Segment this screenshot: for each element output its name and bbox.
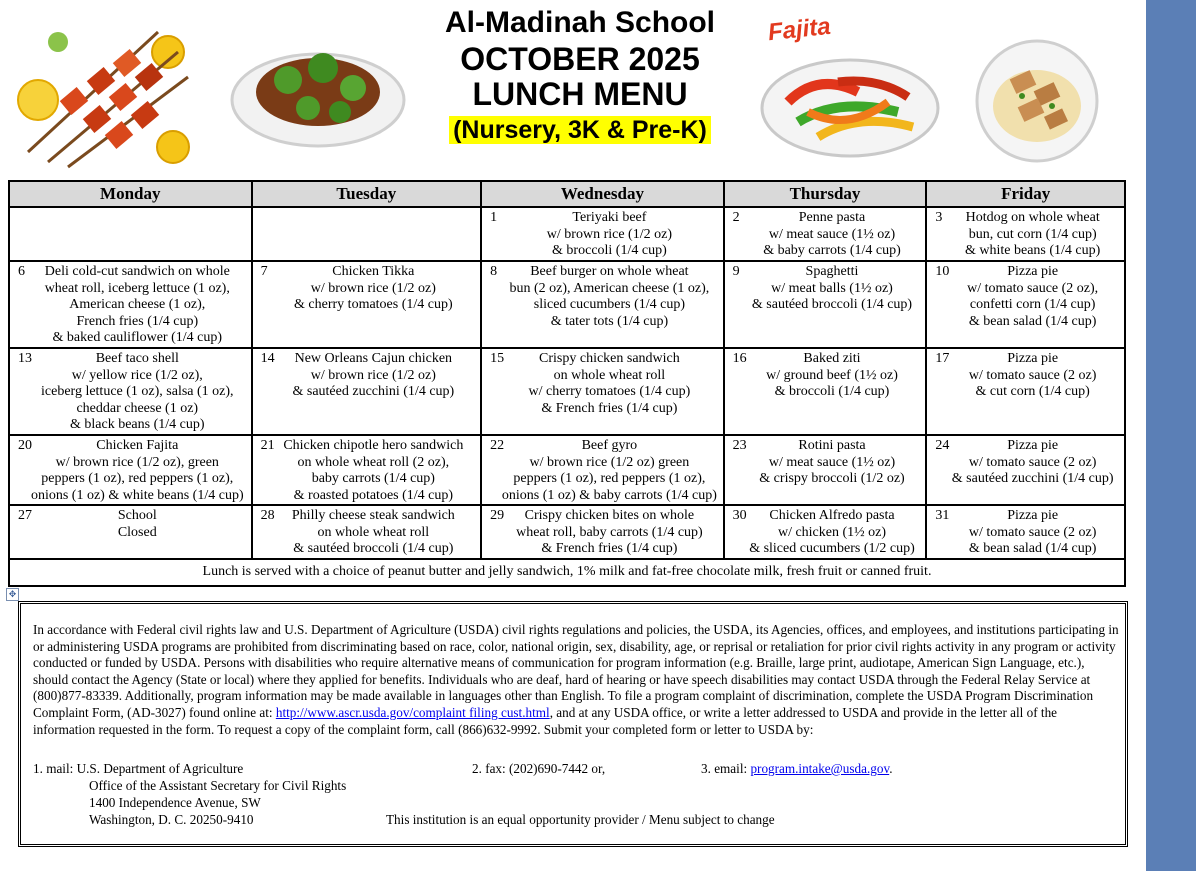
- date-number: 9: [732, 264, 740, 279]
- menu-item-line: bun (2 oz), American cheese (1 oz),: [509, 280, 710, 296]
- menu-cell-thursday: [724, 207, 927, 261]
- menu-cell-tuesday: [252, 207, 482, 261]
- date-number: 1: [490, 210, 498, 225]
- date-number: 31: [935, 508, 950, 523]
- menu-cell-thursday: [724, 348, 927, 435]
- usda-nondiscrimination-statement: [18, 601, 1128, 847]
- menu-item-line: bun, cut corn (1/4 cup): [968, 226, 1097, 242]
- fajita-label: Fajita: [766, 12, 832, 47]
- menu-item-line: Penne pasta: [798, 210, 866, 225]
- menu-item-line: School: [117, 508, 157, 523]
- menu-cell-wednesday: [481, 261, 724, 348]
- menu-item-line: Crispy chicken bites on whole: [524, 508, 695, 523]
- menu-item-line: w/ tomato sauce (2 oz): [968, 367, 1097, 383]
- menu-item-line: French fries (1/4 cup): [76, 313, 199, 329]
- day-header-tuesday: Tuesday: [252, 181, 482, 207]
- nondiscrimination-paragraph: [33, 622, 1119, 738]
- beef-broccoli-image: [228, 30, 408, 150]
- menu-item-line: Crispy chicken sandwich: [539, 351, 680, 366]
- menu-item-line: w/ meat balls (1½ oz): [771, 280, 893, 296]
- menu-item-line: & cut corn (1/4 cup): [975, 384, 1090, 399]
- week-row: [9, 261, 1125, 348]
- date-number: 16: [732, 351, 747, 366]
- menu-item-line: Beef gyro: [581, 438, 638, 453]
- menu-item-line: Chicken Fajita: [96, 438, 179, 453]
- menu-item-line: New Orleans Cajun chicken: [294, 351, 453, 366]
- nondiscrimination-text-end: , and at any USDA office, or write a letter addressed to USDA and provide in the letter all of the information requested in the form. To request a copy of the complaint form, call (866)632-9992. Submit your completed form or letter to USDA by:: [33, 704, 1058, 737]
- menu-item-line: Pizza pie: [1007, 508, 1059, 523]
- menu-title: LUNCH MENU: [472, 76, 688, 113]
- date-number: 22: [490, 438, 505, 453]
- mail-address-line1: 1. mail: U.S. Department of Agriculture: [33, 761, 244, 776]
- date-number: 10: [935, 264, 950, 279]
- menu-item-line: Philly cheese steak sandwich: [291, 508, 455, 523]
- menu-cell-thursday: [724, 435, 927, 505]
- menu-item-line: & cherry tomatoes (1/4 cup): [294, 297, 453, 312]
- menu-item-line: & crispy broccoli (1/2 oz): [759, 471, 905, 486]
- menu-item-line: & broccoli (1/4 cup): [774, 384, 890, 399]
- date-number: 23: [732, 438, 747, 453]
- week-row: [9, 348, 1125, 435]
- table-move-handle-icon[interactable]: ✥: [6, 588, 19, 601]
- fajita-image: [758, 42, 944, 162]
- menu-cell-monday: [9, 348, 252, 435]
- menu-item-line: & baby carrots (1/4 cup): [763, 243, 901, 258]
- email-link[interactable]: program.intake@usda.gov: [750, 761, 890, 776]
- email-label: 3. email:: [701, 761, 748, 776]
- date-number: 28: [260, 508, 275, 523]
- menu-item-line: on whole wheat roll: [553, 367, 666, 383]
- date-number: 6: [18, 264, 25, 279]
- menu-cell-monday: [9, 435, 252, 505]
- menu-cell-friday: [926, 348, 1125, 435]
- menu-cell-wednesday: [481, 505, 724, 559]
- window-scrollbar-band: [1146, 0, 1196, 871]
- email-contact: [701, 761, 892, 778]
- date-number: 21: [260, 438, 275, 453]
- menu-item-line: peppers (1 oz), red peppers (1 oz),: [513, 471, 706, 486]
- mail-address-line4: Washington, D. C. 20250-9410: [89, 812, 254, 827]
- date-number: 8: [490, 264, 498, 279]
- menu-item-line: w/ meat sauce (1½ oz): [768, 454, 896, 470]
- menu-item-line: w/ tomato sauce (2 oz): [968, 524, 1097, 540]
- menu-item-line: & roasted potatoes (1/4 cup): [293, 487, 454, 503]
- date-number: 3: [935, 210, 943, 225]
- menu-cell-friday: [926, 207, 1125, 261]
- menu-item-line: & black beans (1/4 cup): [70, 417, 205, 432]
- menu-item-line: cheddar cheese (1 oz): [76, 400, 199, 416]
- menu-item-line: w/ brown rice (1/2 oz): [310, 367, 436, 383]
- menu-item-line: Teriyaki beef: [572, 210, 647, 225]
- grade-levels: (Nursery, 3K & Pre-K): [449, 116, 711, 144]
- menu-cell-monday: [9, 505, 252, 559]
- date-number: 20: [18, 438, 32, 453]
- lunch-note-row: [9, 559, 1125, 586]
- menu-item-line: & sautéed broccoli (1/4 cup): [751, 297, 913, 312]
- menu-item-line: & French fries (1/4 cup): [541, 541, 678, 556]
- menu-cell-friday: [926, 261, 1125, 348]
- menu-cell-monday: [9, 207, 252, 261]
- menu-cell-monday: [9, 261, 252, 348]
- menu-item-line: & sliced cucumbers (1/2 cup): [749, 541, 915, 556]
- menu-item-line: & sautéed zucchini (1/4 cup): [951, 471, 1114, 486]
- fax-contact: 2. fax: (202)690-7442 or,: [472, 761, 606, 776]
- menu-cell-tuesday: [252, 505, 482, 559]
- nondiscrimination-text: In accordance with Federal civil rights law and U.S. Department of Agriculture (USDA) civil rights regulations and policies, the USDA, its Agencies, offices, and employees, and institutions participating in or administering USDA programs are prohibited from discriminating based on race, color, national origin, sex, disability, age, or reprisal or retaliation for prior civil rights activity in any program or activity conducted or funded by USDA. Persons with disabilities who require alternative means of communication for program information (e.g. Braille, large print, audiotape, American Sign Language, etc.), should contact the Agency (State or local) where they applied for benefits. Individuals who are deaf, hard of hearing or have speech disabilities may contact USDA through the Federal Relay Service at (800)877-83339. Additionally, program information may be made available in languages other than English. To file a program complaint of discrimination, complete the USDA Program Discrimination Complaint Form, (AD-3027) found online at:: [33, 622, 1119, 720]
- menu-item-line: American cheese (1 oz),: [69, 297, 206, 312]
- week-row: [9, 207, 1125, 261]
- menu-item-line: Pizza pie: [1007, 438, 1059, 453]
- menu-item-line: w/ brown rice (1/2 oz): [310, 280, 436, 296]
- menu-item-line: on whole wheat roll: [317, 524, 430, 540]
- menu-item-line: w/ brown rice (1/2 oz) green: [529, 454, 690, 470]
- date-number: 17: [935, 351, 950, 366]
- menu-item-line: onions (1 oz) & baby carrots (1/4 cup): [501, 487, 717, 503]
- week-row: [9, 435, 1125, 505]
- menu-item-line: Pizza pie: [1007, 351, 1059, 366]
- menu-cell-friday: [926, 505, 1125, 559]
- menu-item-line: Chicken Alfredo pasta: [769, 508, 895, 523]
- menu-item-line: Rotini pasta: [798, 438, 866, 453]
- menu-cell-friday: [926, 435, 1125, 505]
- menu-item-line: Chicken chipotle hero sandwich: [283, 438, 464, 453]
- menu-item-line: Spaghetti: [805, 264, 859, 279]
- chicken-alfredo-image: [962, 36, 1112, 166]
- menu-item-line: Closed: [117, 524, 157, 540]
- menu-item-line: Beef taco shell: [95, 351, 179, 366]
- menu-item-line: & bean salad (1/4 cup): [968, 541, 1097, 556]
- menu-item-line: wheat roll, iceberg lettuce (1 oz),: [44, 280, 230, 296]
- school-name: Al-Madinah School: [445, 6, 715, 39]
- menu-item-line: w/ tomato sauce (2 oz): [968, 454, 1097, 470]
- menu-cell-wednesday: [481, 207, 724, 261]
- menu-item-line: w/ yellow rice (1/2 oz),: [71, 367, 203, 383]
- weekday-header-row: [9, 181, 1125, 207]
- day-header-monday: Monday: [9, 181, 252, 207]
- menu-cell-tuesday: [252, 261, 482, 348]
- date-number: 29: [490, 508, 505, 523]
- menu-item-line: & bean salad (1/4 cup): [968, 313, 1097, 329]
- menu-title-block: [410, 6, 750, 144]
- menu-item-line: & French fries (1/4 cup): [541, 400, 678, 416]
- menu-cell-tuesday: [252, 435, 482, 505]
- menu-item-line: baby carrots (1/4 cup): [311, 471, 435, 486]
- date-number: 24: [935, 438, 950, 453]
- menu-item-line: w/ tomato sauce (2 oz),: [967, 280, 1099, 296]
- menu-item-line: onions (1 oz) & white beans (1/4 cup): [30, 487, 244, 503]
- menu-item-line: & baked cauliflower (1/4 cup): [52, 330, 223, 345]
- menu-month: OCTOBER 2025: [460, 40, 700, 77]
- menu-item-line: peppers (1 oz), red peppers (1 oz),: [41, 471, 234, 486]
- day-header-thursday: Thursday: [724, 181, 927, 207]
- menu-item-line: & sautéed zucchini (1/4 cup): [292, 384, 455, 399]
- menu-item-line: & tater tots (1/4 cup): [550, 313, 669, 329]
- menu-header: [0, 0, 1146, 178]
- menu-item-line: on whole wheat roll (2 oz),: [297, 454, 450, 470]
- menu-cell-wednesday: [481, 348, 724, 435]
- date-number: 7: [260, 264, 268, 279]
- day-header-friday: Friday: [926, 181, 1125, 207]
- menu-item-line: w/ brown rice (1/2 oz): [546, 226, 672, 242]
- complaint-form-link[interactable]: http://www.ascr.usda.gov/complaint filing cust.html: [275, 704, 550, 720]
- menu-item-line: confetti corn (1/4 cup): [969, 297, 1096, 312]
- menu-item-line: & sautéed broccoli (1/4 cup): [293, 541, 454, 556]
- menu-item-line: & white beans (1/4 cup): [965, 243, 1101, 258]
- menu-item-line: w/ cherry tomatoes (1/4 cup): [528, 384, 691, 399]
- date-number: 27: [18, 508, 32, 523]
- menu-item-line: Beef burger on whole wheat: [530, 264, 689, 279]
- date-number: 14: [260, 351, 275, 366]
- menu-cell-thursday: [724, 261, 927, 348]
- menu-item-line: & broccoli (1/4 cup): [552, 243, 667, 258]
- email-end: .: [889, 761, 893, 776]
- menu-item-line: w/ brown rice (1/2 oz), green: [55, 454, 219, 470]
- menu-item-line: iceberg lettuce (1 oz), salsa (1 oz),: [41, 384, 234, 399]
- menu-item-line: Hotdog on whole wheat: [965, 210, 1100, 225]
- mail-address-line2: Office of the Assistant Secretary for Civil Rights: [89, 778, 347, 793]
- lunch-menu-table: [8, 180, 1126, 587]
- lunch-note: Lunch is served with a choice of peanut butter and jelly sandwich, 1% milk and fat-free chocolate milk, fresh fruit or canned fruit.: [9, 559, 1125, 586]
- menu-cell-tuesday: [252, 348, 482, 435]
- menu-cell-wednesday: [481, 435, 724, 505]
- menu-item-line: w/ chicken (1½ oz): [777, 524, 887, 540]
- menu-item-line: w/ meat sauce (1½ oz): [768, 226, 896, 242]
- date-number: 15: [490, 351, 505, 366]
- menu-cell-thursday: [724, 505, 927, 559]
- date-number: 2: [732, 210, 740, 225]
- menu-item-line: w/ ground beef (1½ oz): [766, 367, 898, 383]
- equal-opportunity-footer: This institution is an equal opportunity provider / Menu subject to change: [386, 812, 775, 827]
- menu-item-line: Deli cold-cut sandwich on whole: [44, 264, 230, 279]
- menu-item-line: Chicken Tikka: [332, 264, 415, 279]
- mail-address-line3: 1400 Independence Avenue, SW: [89, 795, 261, 810]
- date-number: 30: [732, 508, 747, 523]
- kebab-image: [8, 22, 198, 172]
- menu-item-line: sliced cucumbers (1/4 cup): [533, 297, 686, 312]
- menu-item-line: Pizza pie: [1007, 264, 1059, 279]
- date-number: 13: [18, 351, 32, 366]
- week-row: [9, 505, 1125, 559]
- menu-item-line: Baked ziti: [803, 351, 861, 366]
- day-header-wednesday: Wednesday: [481, 181, 724, 207]
- menu-item-line: wheat roll, baby carrots (1/4 cup): [516, 524, 703, 540]
